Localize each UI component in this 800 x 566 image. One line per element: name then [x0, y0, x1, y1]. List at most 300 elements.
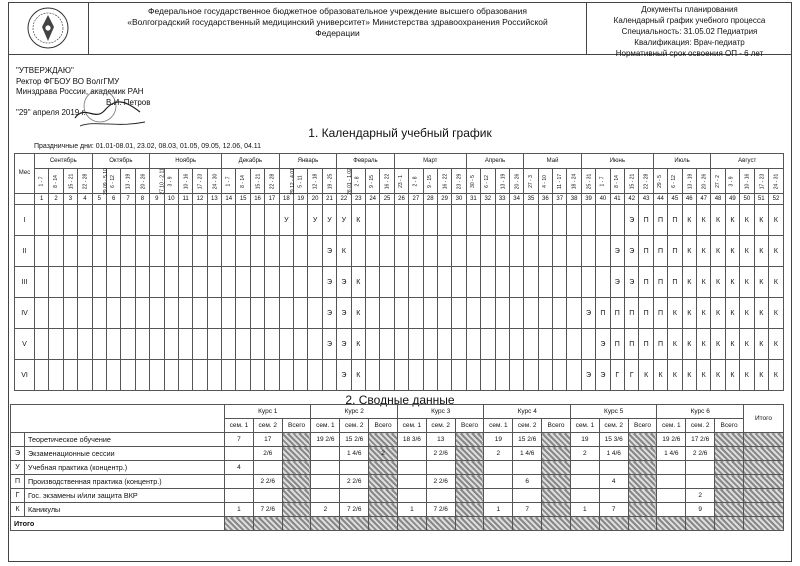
calendar-cell [596, 267, 610, 298]
calendar-cell: К [725, 205, 739, 236]
week-number: 8 [135, 194, 149, 205]
week-number: 10 [164, 194, 178, 205]
summary-cell [715, 489, 744, 503]
calendar-cell: Э [322, 236, 336, 267]
summary-cell: 13 [426, 433, 455, 447]
calendar-cell [409, 236, 423, 267]
sub-header: сем. 1 [484, 419, 513, 433]
row-code [11, 433, 25, 447]
calendar-cell [222, 329, 236, 360]
calendar-cell: П [639, 205, 653, 236]
calendar-cell [380, 298, 394, 329]
summary-cell [397, 475, 426, 489]
calendar-cell [380, 205, 394, 236]
calendar-cell [178, 205, 192, 236]
calendar-cell [509, 267, 523, 298]
week-number: 42 [625, 194, 639, 205]
calendar-cell: К [668, 360, 682, 391]
summary-cell [484, 475, 513, 489]
course-header: Курс 3 [397, 405, 483, 419]
calendar-cell: К [696, 360, 710, 391]
calendar-cell [121, 205, 135, 236]
calendar-cell [481, 360, 495, 391]
calendar-cell [509, 329, 523, 360]
calendar-cell [150, 236, 164, 267]
summary-cell [744, 447, 784, 461]
calendar-cell [35, 267, 49, 298]
summary-cell: 17 2/6 [686, 433, 715, 447]
week-range: 10 - 16 [740, 169, 754, 194]
calendar-cell [495, 236, 509, 267]
week-number: 11 [178, 194, 192, 205]
calendar-cell [78, 267, 92, 298]
sub-header: сем. 2 [426, 419, 455, 433]
week-number: 18 [279, 194, 293, 205]
calendar-cell: К [696, 329, 710, 360]
week-number: 23 [351, 194, 365, 205]
summary-cell [282, 461, 311, 475]
calendar-cell: К [754, 298, 768, 329]
section-2-title: 2. Сводные данные [345, 393, 455, 407]
total-cell [426, 517, 455, 531]
week-range: 5 - 11 [294, 169, 308, 194]
week-number: 26 [394, 194, 408, 205]
week-number: 31 [466, 194, 480, 205]
calendar-cell [380, 360, 394, 391]
organization-name [89, 2, 587, 54]
calendar-cell: К [682, 360, 696, 391]
calendar-cell: Г [610, 360, 624, 391]
calendar-cell: К [725, 329, 739, 360]
summary-cell [369, 461, 398, 475]
calendar-cell [394, 329, 408, 360]
summary-cell: 1 4/6 [513, 447, 542, 461]
week-range: 12 - 18 [308, 169, 322, 194]
calendar-cell: Э [610, 236, 624, 267]
calendar-cell [495, 329, 509, 360]
week-range: 15 - 21 [63, 169, 77, 194]
calendar-cell [222, 267, 236, 298]
calendar-cell: Э [337, 267, 351, 298]
calendar-cell [553, 205, 567, 236]
calendar-cell [524, 298, 538, 329]
summary-cell [744, 475, 784, 489]
week-number: 49 [725, 194, 739, 205]
summary-cell [715, 475, 744, 489]
week-range: 27 - 3 [524, 169, 538, 194]
calendar-cell: К [711, 329, 725, 360]
summary-cell [455, 503, 484, 517]
approval-line: Минздрава России, академик РАН [16, 87, 144, 96]
doc-qualification: Квалификация: Врач-педиатр [634, 38, 745, 47]
week-number: 6 [106, 194, 120, 205]
summary-cell: 1 [225, 503, 254, 517]
calendar-cell [495, 267, 509, 298]
calendar-cell [135, 205, 149, 236]
calendar-cell [49, 360, 63, 391]
summary-cell [542, 503, 571, 517]
calendar-cell: К [696, 267, 710, 298]
summary-cell [340, 489, 369, 503]
calendar-cell [164, 267, 178, 298]
summary-cell [657, 489, 686, 503]
month-header: Апрель [466, 154, 524, 169]
summary-cell [225, 475, 254, 489]
calendar-cell [207, 236, 221, 267]
week-range: 27.10 - 2.11 [150, 169, 164, 194]
summary-cell [225, 489, 254, 503]
calendar-cell [524, 267, 538, 298]
calendar-cell [481, 205, 495, 236]
calendar-cell [596, 236, 610, 267]
summary-cell: 4 [225, 461, 254, 475]
summary-cell [657, 503, 686, 517]
summary-cell [311, 489, 340, 503]
calendar-cell [135, 329, 149, 360]
week-number: 48 [711, 194, 725, 205]
calendar-cell [135, 236, 149, 267]
calendar-cell [466, 236, 480, 267]
calendar-cell [279, 267, 293, 298]
calendar-cell [49, 329, 63, 360]
summary-cell [397, 461, 426, 475]
calendar-cell [63, 298, 77, 329]
calendar-cell: К [725, 360, 739, 391]
week-range: 26.01 - 1.02 [337, 169, 351, 194]
calendar-cell [121, 360, 135, 391]
sub-header: сем. 2 [253, 419, 282, 433]
week-number: 30 [452, 194, 466, 205]
calendar-cell [236, 298, 250, 329]
calendar-cell [294, 236, 308, 267]
calendar-cell: К [768, 205, 783, 236]
calendar-cell: К [768, 360, 783, 391]
calendar-cell [308, 360, 322, 391]
calendar-cell [150, 267, 164, 298]
calendar-cell: П [668, 267, 682, 298]
total-cell [225, 517, 254, 531]
calendar-cell [164, 205, 178, 236]
sub-header: сем. 1 [311, 419, 340, 433]
calendar-cell [92, 360, 106, 391]
summary-cell: 19 2/6 [657, 433, 686, 447]
week-range: 2 - 8 [351, 169, 365, 194]
summary-cell [455, 461, 484, 475]
summary-cell: 19 [484, 433, 513, 447]
calendar-cell [279, 360, 293, 391]
calendar-cell [567, 329, 581, 360]
calendar-cell [106, 360, 120, 391]
holidays-note: Праздничные дни: 01.01-08.01, 23.02, 08.03, 01.05, 09.05, 12.06, 04.11 [34, 143, 262, 150]
calendar-cell [193, 298, 207, 329]
summary-cell [570, 461, 599, 475]
week-range: 4 - 10 [538, 169, 552, 194]
calendar-cell [538, 329, 552, 360]
summary-cell [744, 433, 784, 447]
week-number: 37 [553, 194, 567, 205]
calendar-cell: Э [625, 267, 639, 298]
week-number: 14 [222, 194, 236, 205]
week-range: 13 - 19 [121, 169, 135, 194]
calendar-cell: К [653, 360, 667, 391]
week-number: 24 [365, 194, 379, 205]
calendar-cell: К [682, 329, 696, 360]
week-range: 3 - 9 [164, 169, 178, 194]
summary-cell [426, 461, 455, 475]
week-range: 22 - 28 [639, 169, 653, 194]
calendar-cell [193, 329, 207, 360]
total-cell [657, 517, 686, 531]
sub-header: сем. 2 [686, 419, 715, 433]
calendar-cell [437, 205, 451, 236]
calendar-cell: П [653, 205, 667, 236]
approval-line: В.И. Петров [106, 97, 151, 107]
week-number: 5 [92, 194, 106, 205]
calendar-cell [423, 298, 437, 329]
total-cell [513, 517, 542, 531]
calendar-cell: К [351, 360, 365, 391]
calendar-cell: П [668, 236, 682, 267]
calendar-cell [524, 360, 538, 391]
calendar-cell [437, 360, 451, 391]
summary-cell [311, 447, 340, 461]
calendar-cell [63, 205, 77, 236]
summary-cell [484, 489, 513, 503]
sub-header: сем. 2 [340, 419, 369, 433]
week-range: 29.09 - 5.10 [92, 169, 106, 194]
calendar-cell [524, 236, 538, 267]
calendar-cell: Э [337, 360, 351, 391]
week-number: 40 [596, 194, 610, 205]
summary-cell: 2 2/6 [426, 475, 455, 489]
week-range: 13 - 19 [495, 169, 509, 194]
calendar-cell [121, 236, 135, 267]
calendar-cell [49, 205, 63, 236]
summary-cell: 19 2/6 [311, 433, 340, 447]
summary-cell [542, 489, 571, 503]
calendar-cell: Э [337, 329, 351, 360]
week-number: 9 [150, 194, 164, 205]
calendar-cell [394, 267, 408, 298]
sub-header: сем. 1 [657, 419, 686, 433]
calendar-cell [222, 236, 236, 267]
calendar-cell [178, 236, 192, 267]
calendar-cell [193, 360, 207, 391]
calendar-cell [567, 236, 581, 267]
summary-cell [570, 489, 599, 503]
calendar-cell: У [337, 205, 351, 236]
calendar-cell [437, 329, 451, 360]
calendar-cell: К [740, 267, 754, 298]
calendar-cell [495, 205, 509, 236]
summary-cell [628, 489, 657, 503]
calendar-cell: П [596, 298, 610, 329]
calendar-cell: К [351, 267, 365, 298]
row-label: Теоретическое обучение [25, 433, 225, 447]
approval-date: "29" апреля 2019 г. [16, 108, 86, 117]
calendar-cell: К [711, 205, 725, 236]
summary-cell: 2 2/6 [253, 475, 282, 489]
calendar-cell [265, 267, 279, 298]
calendar-cell [495, 298, 509, 329]
total-cell [686, 517, 715, 531]
week-number: 45 [668, 194, 682, 205]
summary-cell [715, 503, 744, 517]
calendar-cell [423, 329, 437, 360]
row-code: У [11, 461, 25, 475]
calendar-cell [495, 360, 509, 391]
sub-header: сем. 1 [225, 419, 254, 433]
calendar-cell [250, 205, 264, 236]
calendar-cell [164, 236, 178, 267]
calendar-cell [452, 205, 466, 236]
calendar-cell [481, 329, 495, 360]
summary-cell: 2 [484, 447, 513, 461]
approval-line: "УТВЕРЖДАЮ" [16, 66, 74, 75]
calendar-cell [35, 360, 49, 391]
summary-cell [397, 489, 426, 503]
week-range: 30 - 5 [466, 169, 480, 194]
course-header: Курс 4 [484, 405, 570, 419]
course-header: Курс 5 [570, 405, 656, 419]
calendar-cell [509, 205, 523, 236]
summary-cell: 7 2/6 [426, 503, 455, 517]
university-seal-icon [8, 2, 89, 54]
summary-cell: 18 3/6 [397, 433, 426, 447]
summary-cell: 15 2/6 [340, 433, 369, 447]
calendar-cell: К [682, 267, 696, 298]
summary-cell [311, 461, 340, 475]
summary-cell: 2 [369, 447, 398, 461]
calendar-cell [236, 360, 250, 391]
calendar-cell [423, 236, 437, 267]
calendar-cell [35, 205, 49, 236]
calendar-cell [265, 360, 279, 391]
week-range: 6 - 12 [106, 169, 120, 194]
course-label: IV [15, 298, 35, 329]
summary-cell [686, 461, 715, 475]
calendar-cell: К [696, 236, 710, 267]
calendar-cell: К [740, 236, 754, 267]
summary-cell [657, 475, 686, 489]
calendar-cell [409, 360, 423, 391]
week-range: 15 - 21 [250, 169, 264, 194]
calendar-cell: К [740, 360, 754, 391]
total-cell [542, 517, 571, 531]
summary-table [10, 404, 784, 531]
calendar-cell: П [653, 329, 667, 360]
week-number: 4 [78, 194, 92, 205]
course-label: V [15, 329, 35, 360]
week-number: 20 [308, 194, 322, 205]
week-number: 43 [639, 194, 653, 205]
summary-cell: 1 [484, 503, 513, 517]
calendar-cell [538, 267, 552, 298]
calendar-cell: П [625, 298, 639, 329]
summary-cell [311, 475, 340, 489]
total-cell [397, 517, 426, 531]
summary-cell [426, 489, 455, 503]
course-header: Курс 2 [311, 405, 397, 419]
summary-cell [369, 489, 398, 503]
calendar-cell: К [754, 267, 768, 298]
calendar-cell: К [682, 236, 696, 267]
calendar-cell [150, 329, 164, 360]
summary-cell [599, 489, 628, 503]
calendar-cell [178, 329, 192, 360]
sub-header: сем. 2 [599, 419, 628, 433]
summary-cell [253, 461, 282, 475]
calendar-cell [553, 267, 567, 298]
calendar-cell [250, 267, 264, 298]
course-label: II [15, 236, 35, 267]
calendar-cell: У [322, 205, 336, 236]
week-number: 13 [207, 194, 221, 205]
week-range: 8 - 14 [610, 169, 624, 194]
summary-cell: 2 2/6 [340, 475, 369, 489]
week-range: 3 - 9 [725, 169, 739, 194]
week-range: 9 - 15 [365, 169, 379, 194]
week-number: 51 [754, 194, 768, 205]
calendar-cell [294, 267, 308, 298]
calendar-cell [466, 329, 480, 360]
summary-cell [657, 461, 686, 475]
calendar-cell [365, 267, 379, 298]
calendar-cell [567, 205, 581, 236]
sub-header: Всего [282, 419, 311, 433]
calendar-cell [380, 236, 394, 267]
summary-cell [369, 475, 398, 489]
org-line: Федерации [315, 28, 360, 38]
calendar-cell: П [653, 267, 667, 298]
sub-header: сем. 2 [513, 419, 542, 433]
week-range: 1 - 7 [596, 169, 610, 194]
total-cell [628, 517, 657, 531]
calendar-cell [308, 236, 322, 267]
calendar-cell [49, 236, 63, 267]
sub-header: Всего [628, 419, 657, 433]
calendar-cell [567, 267, 581, 298]
calendar-cell [121, 329, 135, 360]
month-header: Август [711, 154, 784, 169]
calendar-cell [49, 267, 63, 298]
total-cell [282, 517, 311, 531]
total-cell [744, 517, 784, 531]
calendar-cell [524, 205, 538, 236]
sub-header: Всего [455, 419, 484, 433]
total-cell [455, 517, 484, 531]
summary-cell [715, 461, 744, 475]
calendar-cell [452, 236, 466, 267]
calendar-cell [63, 236, 77, 267]
calendar-cell [437, 298, 451, 329]
month-header: Июнь [581, 154, 653, 169]
course-label: VI [15, 360, 35, 391]
calendar-cell [466, 298, 480, 329]
calendar-cell: Э [625, 205, 639, 236]
calendar-cell [150, 360, 164, 391]
calendar-cell [236, 205, 250, 236]
calendar-cell [63, 329, 77, 360]
week-number: 32 [481, 194, 495, 205]
week-number: 1 [35, 194, 49, 205]
week-range: 1 - 7 [35, 169, 49, 194]
calendar-cell: Г [625, 360, 639, 391]
calendar-cell [567, 298, 581, 329]
calendar-cell [452, 298, 466, 329]
calendar-cell [63, 360, 77, 391]
calendar-cell [78, 360, 92, 391]
